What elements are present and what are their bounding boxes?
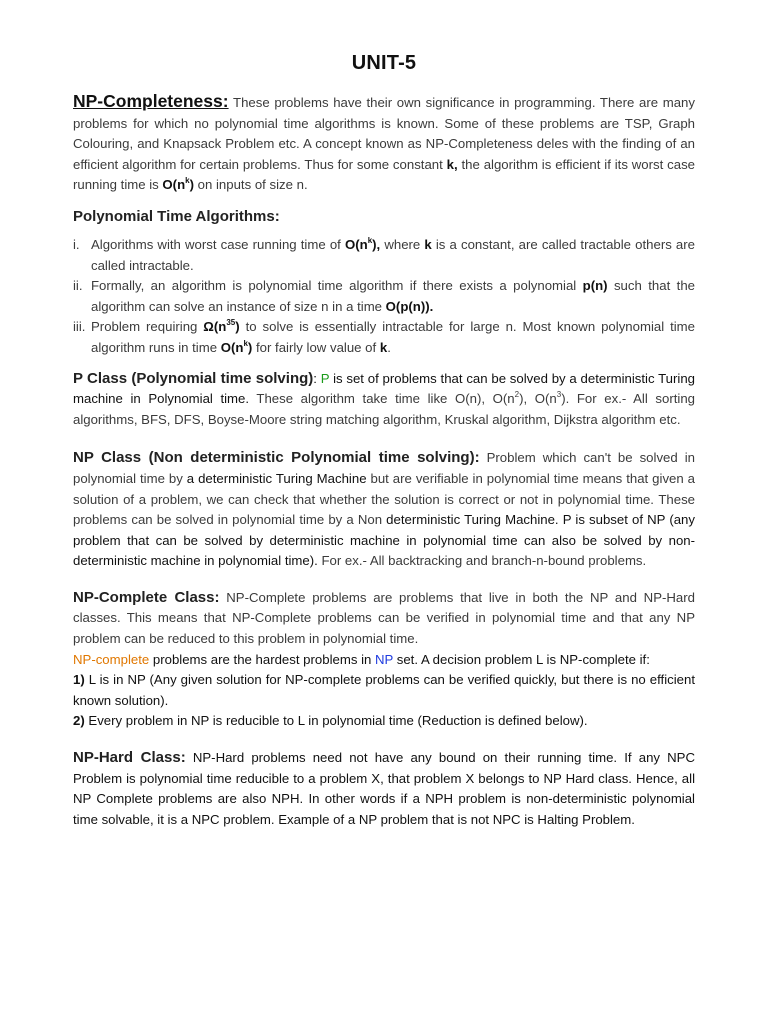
list-item — [73, 235, 695, 276]
superscript: 3 — [556, 390, 562, 400]
text: ) — [189, 177, 194, 193]
list-number: i. — [73, 236, 80, 252]
text: where — [380, 236, 425, 252]
superscript: k — [243, 338, 248, 348]
np-complete-highlight: NP-complete — [73, 651, 150, 667]
np-completeness-heading: NP-Completeness: — [73, 91, 229, 111]
text: the algorithm is efficient if its worst case running time is — [73, 156, 695, 193]
text: ) — [247, 339, 253, 355]
text: These problems have their own significance in programming. There are many problems for which no polynomial time algorithms is known. Some of these problems are TSP, Graph Colouring, and Knapsack Problem etc. A concept known as NP-Completeness deles with the finding of an efficient algorithm for certain problems. Thus for some constant — [73, 95, 695, 172]
text: These algorithm take time like O(n), O(n — [249, 391, 515, 407]
text: NP-Hard problems need not have any bound on their running time. If any NPC Problem is polynomial time reducible to a problem X, that problem X belongs to NP Hard class. Hence, all NP Complete problems are also NPH. In other words if a NPH problem is non-deterministic polynomial time solvable, it is a NPC problem. Example of a NP problem that is not NPC is Halting Problem. — [73, 750, 695, 827]
list-item — [73, 276, 695, 317]
big-o-expression — [345, 237, 380, 252]
np-highlight: NP — [375, 651, 394, 667]
condition-2 — [73, 711, 695, 732]
np-hard-heading: NP-Hard Class: — [73, 749, 186, 767]
np-completeness-paragraph — [73, 91, 695, 196]
np-class-heading: NP Class (Non deterministic Polynomial time solving): — [73, 449, 480, 467]
omega-expression — [203, 319, 239, 334]
text: Algorithms with worst case running time of — [91, 236, 345, 252]
page-title: UNIT-5 — [351, 52, 417, 74]
text: is set of problems that can be solved by a deterministic Turing machine in Polynomial time. — [73, 370, 695, 407]
bold-text: k — [379, 339, 388, 355]
big-o-expression — [162, 177, 194, 192]
text: ), — [372, 236, 381, 252]
text: on inputs of size n. — [194, 177, 308, 193]
np-class-paragraph — [73, 448, 695, 572]
bold-text: p(n) — [582, 278, 608, 294]
text: is a constant, are called tractable others are called intractable. — [91, 236, 695, 273]
superscript: k — [367, 235, 373, 245]
np-complete-paragraph — [73, 588, 695, 650]
text: NP-Complete problems are problems that live in both the NP and NP-Hard classes. This means that NP-Complete problems can be verified in polynomial time and that any NP problem can be reduced to this problem in polynomial time. — [73, 589, 695, 647]
text: but are verifiable in polynomial time means that given a solution of a problem, we can check that whether the solution is correct or not in polynomial time. These problems can be solved in polynomial time by a Non — [73, 470, 696, 528]
text: O(n — [344, 236, 368, 252]
text: Problem requiring — [91, 319, 204, 335]
text: . — [387, 339, 391, 355]
list-number: ii. — [73, 278, 83, 294]
superscript: 35 — [226, 318, 236, 328]
np-complete-definition — [73, 650, 695, 671]
superscript: 2 — [514, 390, 520, 400]
text: for fairly low value of — [252, 339, 380, 355]
condition-1 — [73, 670, 695, 711]
p-class-paragraph — [73, 369, 695, 431]
list-item — [73, 317, 695, 358]
condition-number: 2) — [73, 713, 85, 729]
text: O(n — [220, 339, 244, 355]
text: L is in NP (Any given solution for NP-complete problems can be verified quickly, but there is no efficient known solution). — [73, 672, 695, 708]
list-number: iii. — [73, 319, 86, 335]
text: ) — [235, 319, 240, 335]
text: Ω(n — [203, 319, 227, 335]
text: a deterministic Turing Machine — [186, 470, 367, 486]
polynomial-time-heading: Polynomial Time Algorithms: — [73, 207, 280, 225]
text: For ex.- All backtracking and branch-n-bound problems. — [317, 553, 647, 569]
text: : — [313, 370, 321, 386]
text: Problem which can't be solved in polynomial time by — [73, 450, 695, 486]
text: Formally, an algorithm is polynomial time algorithm if there exists a polynomial — [91, 278, 583, 294]
bold-text: k — [424, 236, 432, 252]
superscript: k — [185, 176, 190, 186]
text: ), O(n — [519, 391, 557, 407]
np-complete-heading: NP-Complete Class: — [73, 588, 220, 606]
polynomial-time-list — [73, 235, 695, 359]
text: deterministic Turing Machine. P is subset of NP (any problem that can be solved by deterministic machine in polynomial time can also be solved by non-deterministic machine in polynomial time). — [73, 512, 695, 569]
text: to solve is essentially intractable for large n. Most known polynomial time algorithm runs in time — [91, 319, 695, 355]
bold-text: k, — [446, 156, 458, 172]
text: ). For ex.- All sorting algorithms, BFS, DFS, Boyse-Moore string matching algorithm, Kruskal algorithm, Dijkstra algorithm etc. — [73, 391, 695, 427]
text: Every problem in NP is reducible to L in polynomial time (Reduction is defined below). — [84, 713, 588, 729]
text: O(n — [162, 177, 186, 193]
big-o-expression — [221, 340, 253, 355]
p-class-heading: P Class (Polynomial time solving) — [73, 369, 314, 387]
text: problems are the hardest problems in — [149, 651, 375, 667]
text: such that the algorithm can solve an instance of size n in a time — [91, 278, 695, 314]
text: set. A decision problem L is NP-complete if: — [393, 651, 650, 667]
document-page — [73, 52, 695, 830]
condition-number: 1) — [73, 672, 85, 688]
p-highlight: P — [320, 370, 330, 386]
np-hard-paragraph — [73, 748, 695, 830]
bold-text: O(p(n)). — [385, 298, 434, 314]
